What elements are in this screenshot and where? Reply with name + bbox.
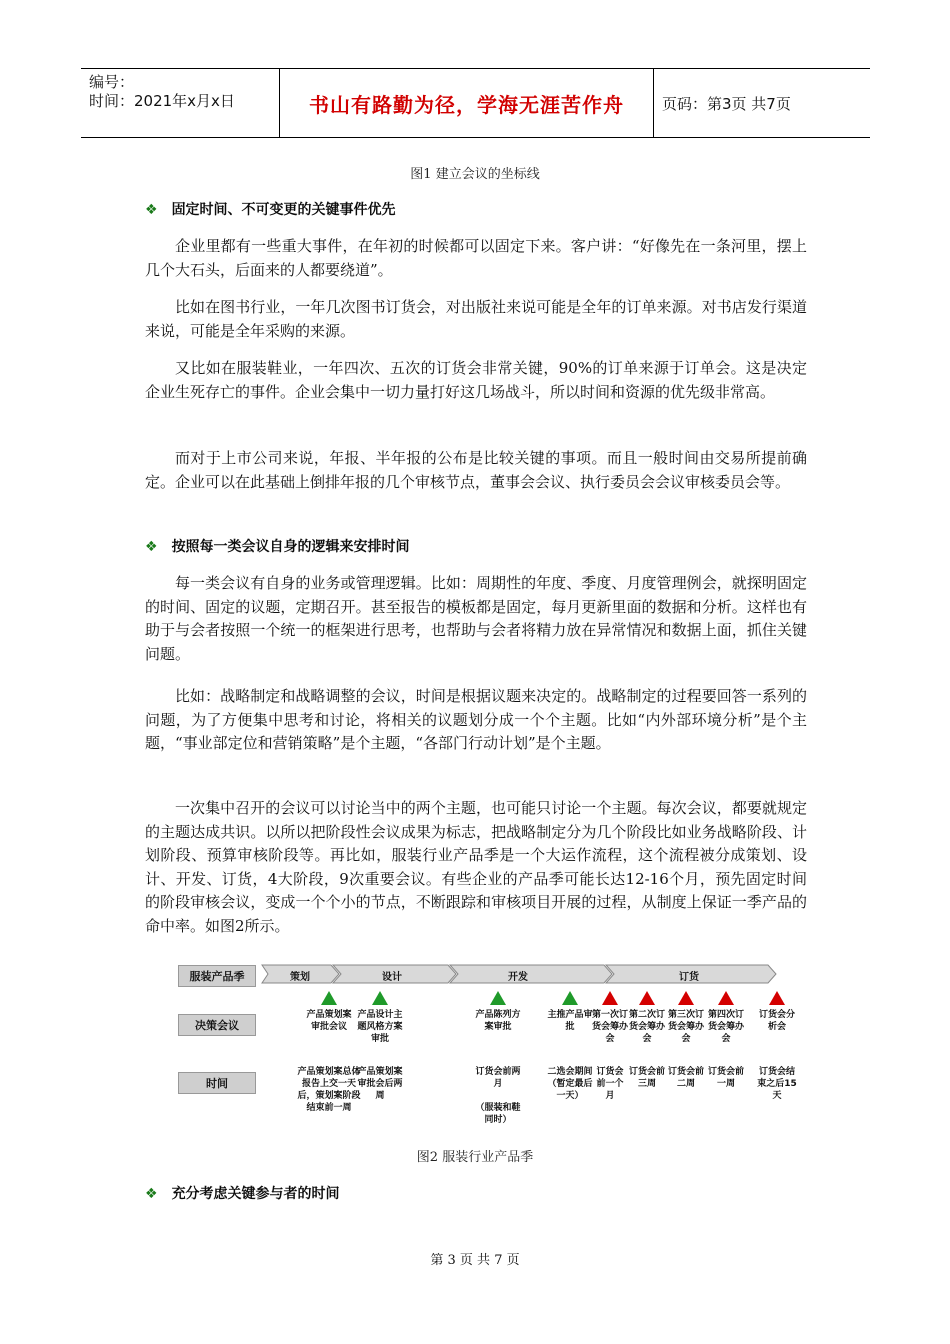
- section1-paragraph: 而对于上市公司来说，年报、半年报的公布是比较关键的事项。而且一般时间由交易所提前确定。企业可以在此基础上倒排年报的几个审核节点，董事会会议、执行委员会会议审核委员会等。: [145, 449, 807, 491]
- meeting-marker-icon: [718, 991, 734, 1005]
- time-note: 订货会前一周: [708, 1067, 745, 1089]
- diamond-bullet-icon: ❖: [145, 202, 158, 218]
- time-note: 二选会期间（暂定最后一天）: [547, 1067, 593, 1101]
- phase-label: 策划: [290, 972, 310, 983]
- header-left-cell: [81, 69, 280, 137]
- section2-paragraph: 每一类会议有自身的业务或管理逻辑。比如：周期性的年度、季度、月度管理例会，就探明固定的时间、固定的议题，定期召开。甚至报告的模板都是固定，每月更新里面的数据和分析。这样也有助于与会者按照一个统一的框架进行思考，也帮助与会者将精力放在异常情况和数据上面，抓住关键问题。: [145, 574, 807, 663]
- diamond-bullet-icon: ❖: [145, 1186, 158, 1202]
- section2-paragraph: 比如：战略制定和战略调整的会议，时间是根据议题来决定的。战略制定的过程要回答一系列的问题，为了方便集中思考和讨论，将相关的议题划分成一个个主题。比如“内外部环境分析”是个主题，“事业部定位和营销策略”是个主题，“各部门行动计划”是个主题。: [145, 687, 807, 752]
- phase-label: 设计: [382, 972, 402, 983]
- time-note: 产品策划案审批会后两周: [357, 1067, 403, 1101]
- section2-heading-text: 按照每一类会议自身的逻辑来安排时间: [171, 539, 410, 555]
- section1-heading-text: 固定时间、不可变更的关键事件优先: [171, 202, 396, 218]
- row-label: 服装产品季: [178, 965, 256, 987]
- time-note: 订货会前三周: [629, 1067, 666, 1089]
- meeting-marker-icon: [372, 991, 388, 1005]
- row-label: 决策会议: [178, 1014, 256, 1036]
- row-label: 时间: [178, 1072, 256, 1094]
- meeting-label: 第三次订货会筹办会: [668, 1010, 705, 1044]
- meeting-marker-icon: [321, 991, 337, 1005]
- page-footer: 第 3 页 共 7 页: [430, 1253, 520, 1268]
- meeting-label: 订货会分析会: [759, 1010, 796, 1032]
- meeting-marker-icon: [490, 991, 506, 1005]
- meeting-label: 主推产品审批: [547, 1010, 593, 1032]
- meeting-label: 产品陈列方案审批: [475, 1010, 521, 1032]
- figure1-caption: 图1 建立会议的坐标线: [410, 167, 540, 182]
- time-note: 订货会前两月 （服装和鞋同时）: [475, 1067, 521, 1125]
- time-note: 订货会前二周: [668, 1067, 705, 1089]
- meeting-marker-icon: [602, 991, 618, 1005]
- section1-heading: [145, 199, 396, 219]
- time-note: 订货会结束之后15天: [757, 1067, 797, 1101]
- diamond-bullet-icon: ❖: [145, 539, 158, 555]
- page-header: [81, 68, 870, 138]
- section3-heading: [145, 1183, 340, 1203]
- header-page-label: 页码：第3页 共7页: [662, 94, 791, 113]
- figure2-caption: 图2 服装行业产品季: [416, 1150, 534, 1165]
- section1-paragraph: 比如在图书行业，一年几次图书订货会，对出版社来说可能是全年的订单来源。对书店发行渠道来说，可能是全年采购的来源。: [145, 298, 807, 340]
- header-motto: 书山有路勤为径，学海无涯苦作舟: [280, 69, 654, 137]
- section1-paragraph: 企业里都有一些重大事件，在年初的时候都可以固定下来。客户讲：“好像先在一条河里，摆上几个大石头，后面来的人都要绕道”。: [145, 237, 807, 279]
- phase-label: 订货: [679, 972, 699, 983]
- section3-heading-text: 充分考虑关键参与者的时间: [171, 1186, 340, 1202]
- meeting-marker-icon: [769, 991, 785, 1005]
- meeting-label: 第一次订货会筹办会: [592, 1010, 629, 1044]
- section2-paragraph: 一次集中召开的会议可以讨论当中的两个主题，也可能只讨论一个主题。每次会议，都要就规定的主题达成共识。以所以把阶段性会议成果为标志，把战略制定分为几个阶段比如业务战略阶段、计划阶段、预算审核阶段等。再比如，服装行业产品季是一个大运作流程，这个流程被分成策划、设计、开发、订货，4大阶段，9次重要会议。有些企业的产品季可能长达12-16个月，预先固定时间的阶段审核会议，变成一个个小的节点，不断跟踪和审核项目开展的过程，从制度上保证一季产品的命中率。如图2所示。: [145, 799, 807, 935]
- meeting-label: 第二次订货会筹办会: [629, 1010, 666, 1044]
- time-note: 产品策划案总体报告上交一天后，策划案阶段结束前一周: [297, 1067, 361, 1113]
- meeting-label: 产品设计主题风格方案审批: [357, 1010, 403, 1044]
- meeting-marker-icon: [678, 991, 694, 1005]
- number-label: 编号：: [89, 73, 135, 91]
- phase-label: 开发: [508, 972, 528, 983]
- meeting-label: 第四次订货会筹办会: [708, 1010, 745, 1044]
- meeting-marker-icon: [639, 991, 655, 1005]
- time-note: 订货会前一个月: [596, 1067, 624, 1101]
- time-label: 时间：2021年x月x日: [89, 92, 235, 110]
- product-season-diagram: [176, 962, 796, 1142]
- meeting-label: 产品策划案审批会议: [306, 1010, 352, 1032]
- section2-heading: [145, 536, 410, 556]
- meeting-marker-icon: [562, 991, 578, 1005]
- section1-paragraph: 又比如在服装鞋业，一年四次、五次的订货会非常关键，90%的订单来源于订单会。这是决定企业生死存亡的事件。企业会集中一切力量打好这几场战斗，所以时间和资源的优先级非常高。: [145, 359, 807, 401]
